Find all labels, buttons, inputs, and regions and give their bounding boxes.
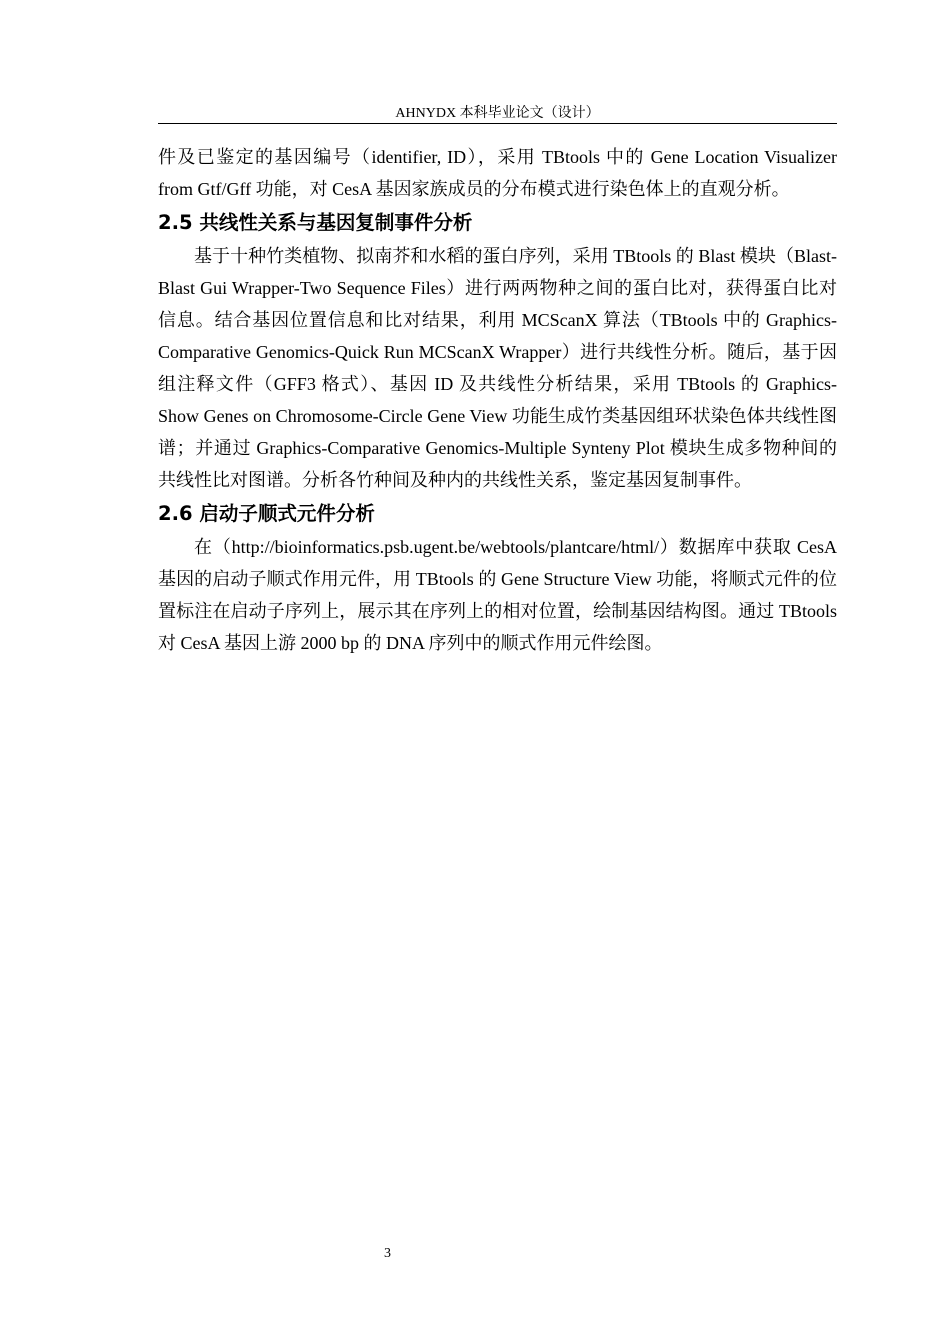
page-header: AHNYDX 本科毕业论文（设计） [395,106,600,121]
paragraph-synteny-analysis: 基于十种竹类植物、拟南芥和水稻的蛋白序列，采用 TBtools 的 Blast 模块（Blast-Blast Gui Wrapper-Two Sequence Files）进行两两物种之间的蛋白比对，获得蛋白比对信息。结合基因位置信息和比对结果，利用 MCScanX 算法（TBtools 中的 Graphics-Comparative Genomics-Quick Run MCScanX Wrapper）进行共线性分析。随后，基于因组注释文件（GFF3 格式）、基因 ID 及共线性分析结果，采用 TBtools 的 Graphics-Show Genes on Chromosome-Circle Gene View 功能生成竹类基因组环状染色体共线性图谱；并通过 Graphics-Comparative Genomics-Multiple Synteny Plot 模块生成多物种间的共线性比对图谱。分析各竹种间及种内的共线性关系，鉴定基因复制事件。 [158,246,837,490]
section-heading-2-5: 2.5 共线性关系与基因复制事件分析 [158,211,473,234]
paragraph-continuation: 件及已鉴定的基因编号（identifier, ID），采用 TBtools 中的 Gene Location Visualizer from Gtf/Gff 功能，对 CesA 基因家族成员的分布模式进行染色体上的直观分析。 [158,147,837,199]
paragraph-promoter-analysis: 在（http://bioinformatics.psb.ugent.be/webtools/plantcare/html/）数据库中获取 CesA 基因的启动子顺式作用元件，用 TBtools 的 Gene Structure View 功能，将顺式元件的位置标注在启动子序列上，展示其在序列上的相对位置，绘制基因结构图。通过 TBtools 对 CesA 基因上游 2000 bp 的 DNA 序列中的顺式作用元件绘图。 [158,537,837,653]
section-heading-2-6: 2.6 启动子顺式元件分析 [158,502,375,525]
document-body [158,141,837,659]
page-number: 3 [384,1246,391,1261]
header-divider [158,123,837,124]
